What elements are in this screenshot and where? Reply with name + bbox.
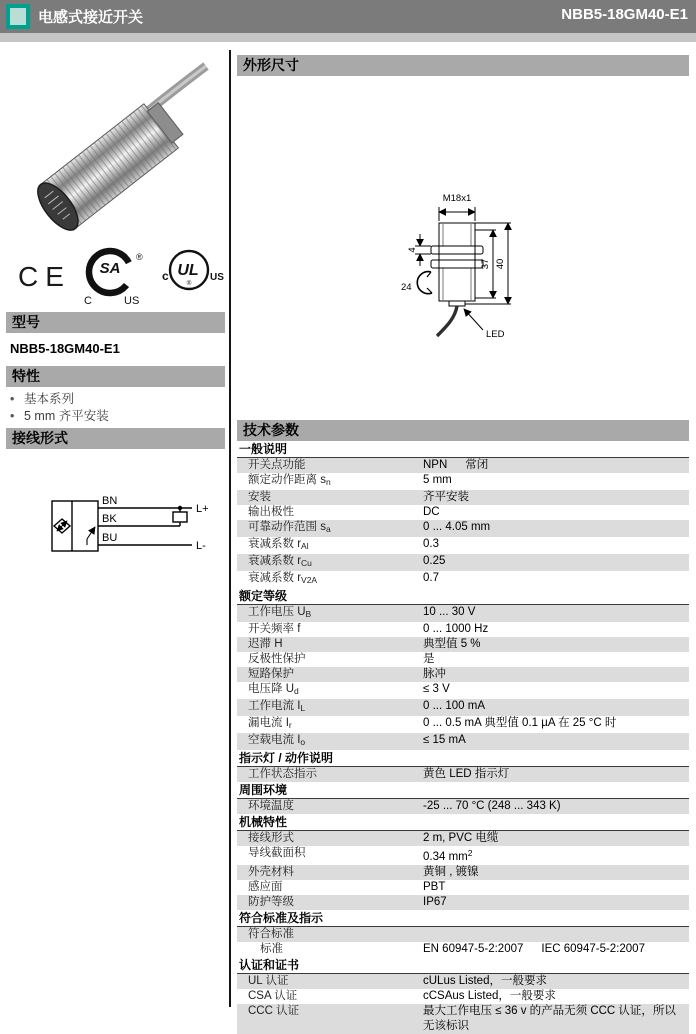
cable-gland — [449, 301, 465, 306]
spec-value: 0.34 $mm^2$ — [423, 848, 473, 863]
svg-text:UL: UL — [177, 262, 199, 279]
spec-label: 外壳材料 — [248, 866, 294, 878]
spec-value: 0.7 — [423, 572, 439, 584]
spec-value: 10 ... 30 V — [423, 606, 476, 618]
spec-value: 齐平安装 — [423, 491, 469, 503]
spec-row — [237, 1004, 689, 1034]
spec-row — [237, 974, 689, 989]
thread-label: M18x1 — [442, 193, 472, 204]
wire-label-bn: BN — [102, 495, 118, 507]
spec-label: 空载电流 $I_o$ — [248, 734, 306, 747]
spec-label: 衰减系数 $r_{V2A}$ — [248, 572, 318, 585]
spec-label: 额定动作距离 $s_n$ — [248, 474, 331, 487]
section-header-model: 型号 — [6, 312, 225, 333]
section-header-connection: 接线形式 — [6, 428, 225, 449]
spec-label: CCC 认证 — [248, 1005, 300, 1017]
spec-row — [237, 880, 689, 895]
spec-value: NPN 常闭 — [423, 459, 489, 471]
left-column — [6, 50, 225, 580]
spec-row — [237, 927, 689, 942]
spec-value: 0.3 — [423, 538, 439, 550]
column-divider — [229, 50, 231, 1007]
terminal-label-lplus: L+ — [196, 503, 209, 515]
ul-mark — [162, 251, 224, 289]
spec-row — [237, 605, 689, 622]
spec-label: 迟滞 H — [248, 638, 283, 650]
spec-value: 0 ... 4.05 mm — [423, 521, 491, 533]
feature-item: • 5 mm 齐平安装 — [10, 409, 109, 423]
spec-value: 0.25 — [423, 555, 446, 567]
spec-label: 符合标准 — [248, 928, 294, 940]
spec-value: 0 ... 100 mA — [423, 700, 486, 712]
dimension-figure — [237, 76, 689, 420]
spec-label: 工作电压 $U_B$ — [248, 606, 312, 619]
wire-label-bu: BU — [102, 532, 118, 544]
spec-value: 5 mm — [423, 474, 452, 486]
dim-37-label: 37 — [480, 258, 491, 270]
spec-value: 黄色 LED 指示灯 — [423, 768, 510, 780]
spec-value: cCSAus Listed，一般要求 — [423, 990, 556, 1002]
cable — [437, 306, 457, 336]
svg-text:c: c — [162, 269, 169, 283]
spec-row — [237, 682, 689, 699]
section-header-tech: 技术参数 — [237, 420, 689, 441]
spec-value: 0 ... 0.5 mA 典型值 0.1 µA 在 25 °C 时 — [423, 717, 617, 729]
spec-row — [237, 537, 689, 554]
spec-label: 防护等级 — [248, 896, 294, 908]
spec-label: 衰减系数 $r_{Al}$ — [248, 538, 309, 551]
bullet-icon: • — [10, 409, 15, 423]
spec-group-header: 一般说明 — [237, 441, 689, 458]
spec-row — [237, 505, 689, 520]
spec-value: DC — [423, 506, 440, 518]
header-model-number: NBB5-18GM40-E1 — [561, 6, 688, 23]
svg-text:SA: SA — [99, 260, 121, 277]
spec-value: 是 — [423, 653, 435, 665]
led-label: LED — [486, 329, 505, 340]
spec-label: 衰减系数 $r_{Cu}$ — [248, 555, 312, 568]
spec-group-header: 周围环境 — [237, 782, 689, 799]
dim-24-label: 24 — [401, 282, 412, 293]
spec-row — [237, 942, 689, 957]
spec-row — [237, 865, 689, 880]
header-underband — [0, 33, 696, 42]
sensor-box — [52, 501, 98, 551]
spec-row — [237, 554, 689, 571]
spec-row — [237, 622, 689, 637]
wiring-diagram — [40, 475, 225, 580]
spec-value: ≤ 15 mA — [423, 734, 466, 746]
spec-group-header: 指示灯 / 动作说明 — [237, 750, 689, 767]
spec-value: 脉冲 — [423, 668, 446, 680]
svg-text:C: C — [84, 295, 92, 307]
spec-row — [237, 652, 689, 667]
spec-group-header: 符合标准及指示 — [237, 910, 689, 927]
dim-40-label: 40 — [495, 258, 506, 270]
spec-row — [237, 490, 689, 505]
spec-row — [237, 520, 689, 537]
spec-value: IP67 — [423, 896, 447, 908]
csa-mark — [80, 242, 143, 307]
spec-row — [237, 831, 689, 846]
spec-label: 输出极性 — [248, 506, 294, 518]
spec-value: cULus Listed，一般要求 — [423, 975, 547, 987]
terminal-label-lminus: L- — [196, 540, 206, 552]
spec-row — [237, 716, 689, 733]
ce-mark: CE — [18, 261, 71, 292]
spec-label: 导线截面积 — [248, 847, 306, 859]
spec-row — [237, 637, 689, 652]
spec-label: 工作电流 $I_L$ — [248, 700, 306, 713]
spec-row — [237, 799, 689, 814]
spec-row — [237, 571, 689, 588]
spec-label: 工作状态指示 — [248, 768, 317, 780]
spec-value: 典型值 5 % — [423, 638, 481, 650]
model-number: NBB5-18GM40-E1 — [10, 341, 120, 356]
spec-value: 0 ... 1000 Hz — [423, 623, 489, 635]
spec-value: PBT — [423, 881, 446, 893]
spec-value: 黄铜 , 镀镍 — [423, 866, 479, 878]
spec-value: 2 m, PVC 电缆 — [423, 832, 499, 844]
spec-row — [237, 699, 689, 716]
svg-text:US: US — [124, 295, 140, 307]
spec-label: 开关频率 f — [248, 623, 301, 635]
spec-label: UL 认证 — [248, 975, 289, 987]
spec-value: -25 ... 70 °C (248 ... 343 K) — [423, 800, 561, 812]
spec-label: CSA 认证 — [248, 990, 298, 1002]
spec-group-header: 额定等级 — [237, 588, 689, 605]
certification-marks — [6, 242, 225, 312]
spec-table — [237, 441, 689, 1034]
svg-text:US: US — [210, 272, 224, 283]
wire-label-bk: BK — [102, 513, 117, 525]
spec-label: 开关点功能 — [248, 459, 306, 471]
spec-row — [237, 846, 689, 865]
section-header-features: 特性 — [6, 366, 225, 387]
spec-row — [237, 667, 689, 682]
feature-item: • 基本系列 — [10, 392, 75, 406]
spec-row — [237, 458, 689, 473]
right-column — [237, 55, 689, 1034]
spec-label: 短路保护 — [248, 668, 294, 680]
bullet-icon: • — [10, 392, 15, 406]
spec-value: ≤ 3 V — [423, 683, 450, 695]
svg-text:®: ® — [186, 280, 192, 287]
page-title: 电感式接近开关 — [38, 9, 144, 26]
spec-label: 可靠动作范围 $s_a$ — [248, 521, 331, 534]
sensor-body-outline — [439, 223, 475, 301]
spec-label: 电压降 $U_d$ — [248, 683, 299, 696]
spec-row — [237, 989, 689, 1004]
spec-label: 环境温度 — [248, 800, 294, 812]
spec-label: 漏电流 $I_r$ — [248, 717, 292, 730]
page-header-bar — [0, 0, 696, 33]
spec-row — [237, 895, 689, 910]
spec-label: 接线形式 — [248, 832, 294, 844]
load-symbol — [173, 512, 187, 522]
svg-text:®: ® — [136, 252, 143, 262]
sensor-photo-illustration — [6, 54, 225, 242]
brand-square-icon — [6, 4, 30, 29]
spec-label: 反极性保护 — [248, 653, 306, 665]
dim-4-label: 4 — [407, 247, 418, 253]
spec-label: 标准 — [260, 943, 283, 955]
spec-row — [237, 767, 689, 782]
spec-value: EN 60947-5-2:2007 IEC 60947-5-2:2007 — [423, 943, 645, 955]
spec-group-header: 机械特性 — [237, 814, 689, 831]
section-header-dimensions: 外形尺寸 — [237, 55, 689, 76]
spec-group-header: 认证和证书 — [237, 957, 689, 974]
spec-row — [237, 473, 689, 490]
spec-value: 最大工作电压 ≤ 36 v 的产品无须 CCC 认证，所以无该标识 — [423, 1005, 676, 1032]
spec-label: 安装 — [248, 491, 271, 503]
features-list — [6, 387, 225, 425]
spec-label: 感应面 — [248, 881, 283, 893]
product-photo — [6, 54, 225, 242]
spec-row — [237, 733, 689, 750]
